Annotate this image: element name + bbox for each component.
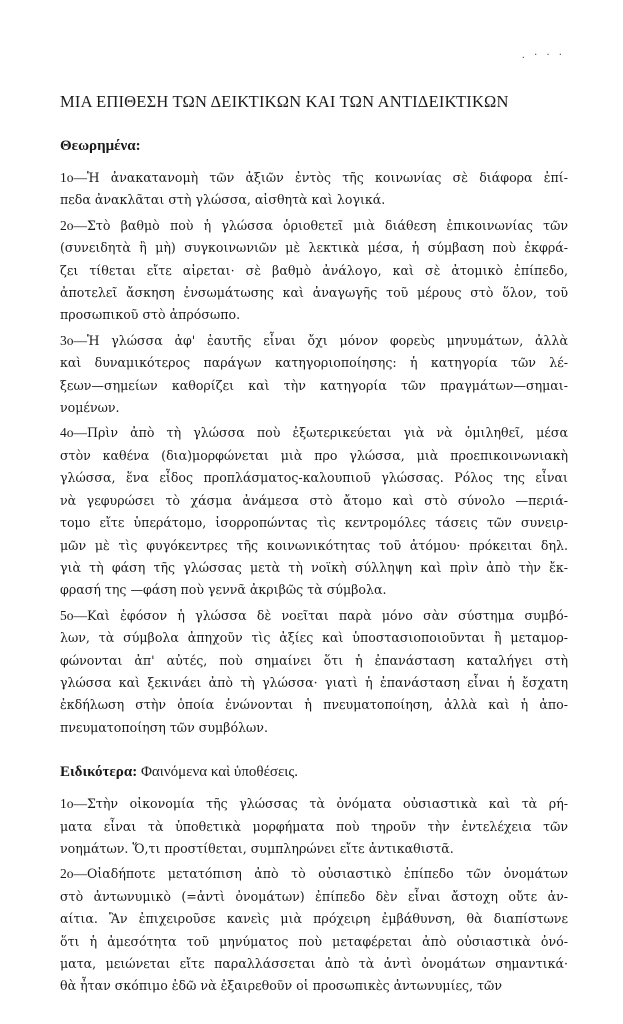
paragraph-line (60, 672, 568, 694)
paragraph-line (60, 422, 568, 444)
paragraph-text: λων, τὰ σύμβολα ἀπηχοῦν τὶς ἀξίες καὶ ὑποστασιοποιοῦνται ἢ μεταμορ- (60, 630, 568, 646)
paragraph-text: στὸν καθένα (δια)μορφώνεται μιὰ προ γλώσσα, μιὰ προεπικοινωνιακὴ (60, 447, 568, 463)
paragraph-line (60, 304, 568, 326)
paragraph-line (60, 352, 568, 374)
section-theorems (60, 138, 568, 739)
chapter-title: ΜΙΑ ΕΠΙΘΕΣΗ ΤΩΝ ΔΕΙΚΤΙΚΩΝ ΚΑΙ ΤΩΝ ΑΝΤΙΔΕΙΚΤΙΚΩΝ (60, 92, 509, 111)
paragraph-line (60, 282, 568, 304)
numbered-paragraph (60, 167, 568, 212)
paragraph-text: γιὰ τὴ φάση τῆς γλώσσας μετὰ τὴ νοϊκὴ σύλληψη καὶ πρὶν ἀπὸ τὴν ἔκ- (60, 559, 568, 575)
numbered-paragraph (60, 422, 568, 601)
paragraph-line (60, 605, 568, 627)
paragraph-text: Οἰαδήποτε μετατόπιση ἀπὸ τὸ οὐσιαστικὸ ἐπίπεδο τῶν ὀνομάτων (87, 866, 568, 882)
paragraph-number: 2ο— (60, 866, 87, 882)
section-heading-specifics (60, 764, 568, 781)
paragraph-line (60, 931, 568, 953)
paragraph-line (60, 579, 568, 601)
paragraph-text: Πρὶν ἀπὸ τὴ γλώσσα ποὺ ἐξωτερικεύεται γιὰ νὰ ὁμιληθεῖ, μέσα (87, 425, 568, 441)
paragraph-text: τομο εἴτε ὑπεράτομο, ἰσορροπώντας τὶς κεντρομόλες τάσεις τῶν συνειρ- (60, 515, 568, 531)
paragraph-text: πεδα ἀνακλᾶται στὴ γλώσσα, αἰσθητὰ καὶ λογικά. (60, 192, 386, 208)
paragraph-text: Στὸ βαθμὸ ποὺ ἡ γλώσσα ὁριοθετεῖ μιὰ διάθεση ἐπικοινωνίας τῶν (87, 217, 568, 233)
paragraph-text: αίτια. Ἂν ἐπιχειροῦσε κανεὶς μιὰ πρόχειρη ἐμβάθυνση, θὰ διαπίστωνε (60, 911, 568, 927)
paragraph-text: φρασή της —φάση ποὺ γεννᾶ ἀκριβῶς τὰ σύμβολα. (60, 582, 387, 598)
paragraph-text: (συνειδητὰ ἢ μὴ) συγκοινωνιῶν μὲ λεκτικὰ μέσα, ἡ σύμβαση ποὺ ἐκφρά- (60, 240, 568, 256)
paragraph-line (60, 650, 568, 672)
paragraph-number: 1ο— (60, 170, 87, 185)
paragraph-text: στὸ ἀντωνυμικὸ (=ἀντὶ ὀνομάτων) ἐπίπεδο δὲν εἶναι ἄστοχη οὔτε ἀν- (60, 888, 568, 904)
paragraph-text: πνευματοποίηση τῶν συμβόλων. (60, 719, 268, 735)
paragraph-text: Στὴν οἰκονομία τῆς γλώσσας τὰ ὀνόματα οὐσιαστικὰ καὶ τὰ ρή- (87, 796, 568, 812)
paragraph-text: προσωπικοῦ στὸ ἀπρόσωπο. (60, 307, 241, 323)
paragraph-line (60, 557, 568, 579)
specifics-list (60, 793, 568, 998)
paragraph-text: γλώσσα, ἕνα εἶδος προπλάσματος-καλουπιοῦ γλώσσας. Ρόλος της εἶναι (60, 470, 568, 486)
paragraph-text: ἐκδήλωση στὴν ὁποία ἑνώνονται ἡ πνευματοποίηση, ἀλλὰ καὶ ἡ ἀπο- (60, 697, 568, 713)
theorems-list (60, 167, 568, 739)
numbered-paragraph (60, 215, 568, 327)
page-body (60, 92, 568, 1001)
paragraph-line (60, 694, 568, 716)
paragraph-line (60, 535, 568, 557)
section-spacer (60, 742, 568, 764)
paragraph-line (60, 189, 568, 211)
paragraph-text: Καὶ ἐφόσον ἡ γλώσσα δὲ νοεῖται παρὰ μόνο σὰν σύστημα συμβό- (87, 607, 568, 623)
paragraph-line (60, 397, 568, 419)
paragraph-line (60, 975, 568, 997)
section-heading-theorems: Θεωρημένα: (60, 138, 141, 154)
paragraph-line (60, 512, 568, 534)
paragraph-text: θὰ ἦταν σκόπιμο ἐδῶ νὰ ἐξαιρεθοῦν οἱ προσωπικὲς ἀντωνυμίες, τῶν (60, 978, 502, 994)
section-subheading: Φαινόμενα καὶ ὑποθέσεις. (140, 764, 299, 781)
corner-marks: . · · · (521, 50, 565, 61)
section-specifics (60, 764, 568, 998)
paragraph-number: 1ο— (60, 796, 87, 812)
paragraph-text: Ἡ ἀνακατανομὴ τῶν ἀξιῶν ἐντὸς τῆς κοινωνίας σὲ διάφορα ἐπί- (87, 170, 568, 185)
paragraph-line (60, 215, 568, 237)
paragraph-text: Ἡ γλώσσα ἀφ' ἑαυτῆς εἶναι ὄχι μόνον φορεὺς μηνυμάτων, ἀλλὰ (87, 332, 568, 348)
paragraph-number: 5ο— (60, 607, 87, 623)
paragraph-line (60, 467, 568, 489)
paragraph-line (60, 330, 568, 352)
paragraph-text: νὰ γεφυρώσει τὸ χάσμα ἀνάμεσα στὸ ἄτομο καὶ στὸ σύνολο —περιά- (60, 492, 568, 508)
paragraph-number: 4ο— (60, 425, 87, 441)
paragraph-line (60, 375, 568, 397)
paragraph-line (60, 886, 568, 908)
paragraph-text: ξεων—σημείων καθορίζει καὶ τὴν κατηγορία τῶν πραγμάτων—σημαι- (60, 377, 568, 393)
paragraph-line (60, 445, 568, 467)
paragraph-text: νοημάτων. Ὅ,τι προστίθεται, συμπληρώνει εἴτε ἀντικαθιστᾶ. (60, 840, 454, 856)
paragraph-line (60, 863, 568, 885)
paragraph-text: καὶ δυναμικότερος παράγων κατηγοριοποίησης: ἡ κατηγορία τῶν λέ- (60, 355, 568, 371)
paragraph-text: νομένων. (60, 400, 120, 416)
paragraph-line (60, 490, 568, 512)
numbered-paragraph (60, 793, 568, 860)
paragraph-number: 3ο— (60, 332, 87, 348)
paragraph-line (60, 260, 568, 282)
paragraph-line (60, 717, 568, 739)
paragraph-text: μῶν μὲ τὶς φυγόκεντρες τῆς κοινωνικότητας τοῦ ἀτόμου· πρόκειται δηλ. (60, 537, 568, 553)
paragraph-line (60, 627, 568, 649)
paragraph-text: ματα εἶναι τὰ ὑποθετικὰ μορφήματα ποὺ τηροῦν τὴν ἐντελέχεια τῶν (60, 818, 568, 834)
paragraph-line (60, 793, 568, 815)
paragraph-text: φώνονται ἀπ' αὐτές, ποὺ σημαίνει ὅτι ἡ ἐπανάσταση καταλήγει στὴ (60, 652, 568, 668)
paragraph-text: ματα, μειώνεται εἴτε παραλλάσσεται ἀπὸ τὰ ἀντὶ ὀνομάτων σημαντικά· (60, 956, 568, 971)
paragraph-line (60, 838, 568, 860)
paragraph-line (60, 237, 568, 259)
paragraph-line (60, 953, 568, 975)
paragraph-line (60, 167, 568, 189)
paragraph-line (60, 816, 568, 838)
section-heading-specifics-label: Ειδικότερα: (60, 764, 138, 781)
paragraph-text: ὅτι ἡ ἀμεσότητα τοῦ μηνύματος ποὺ μεταφέρεται ἀπὸ οὐσιαστικὰ ὀνό- (60, 933, 568, 949)
numbered-paragraph (60, 605, 568, 739)
paragraph-text: ζει τίθεται εἴτε αἱρεται· σὲ βαθμὸ ἀνάλογο, καὶ σὲ ἀτομικὸ ἐπίπεδο, (60, 262, 568, 278)
paragraph-text: ἀποτελεῖ ἄσκηση ἐνσωμάτωσης καὶ ἀναγωγῆς τοῦ μέρους στὸ ὅλον, τοῦ (60, 285, 568, 301)
numbered-paragraph (60, 330, 568, 420)
numbered-paragraph (60, 863, 568, 997)
paragraph-line (60, 908, 568, 930)
paragraph-number: 2ο— (60, 217, 87, 233)
paragraph-text: γλώσσα καὶ ξεκινάει ἀπὸ τὴ γλώσσα· γιατὶ ἡ ἐπανάσταση εἶναι ἡ ἔσχατη (60, 674, 568, 690)
